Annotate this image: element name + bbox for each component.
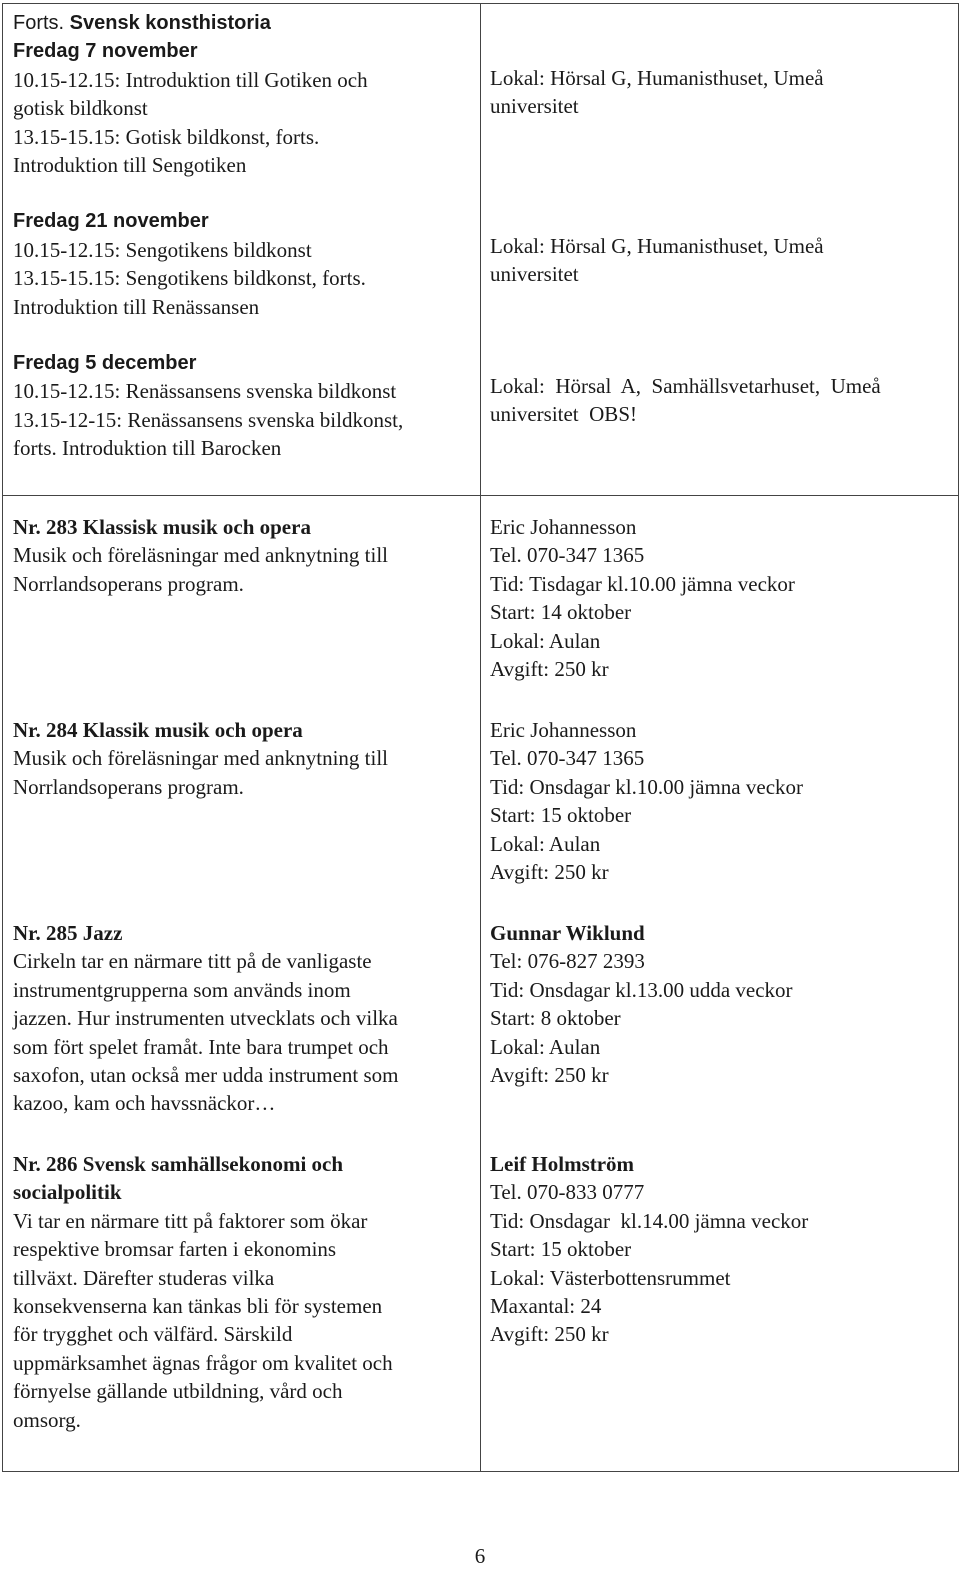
course-description-line: Cirkeln tar en närmare titt på de vanligaste: [13, 949, 372, 974]
schedule-table: [2, 3, 959, 1472]
course-description-line: som fört spelet framåt. Inte bara trumpet och: [13, 1034, 389, 1059]
date-heading: Fredag 7 november: [13, 40, 198, 63]
section-heading: Forts. Svensk konsthistoria: [13, 12, 271, 34]
course-description-line: saxofon, utan också mer udda instrument som: [13, 1063, 399, 1088]
courses-left-cell: [3, 496, 481, 1472]
location-line: universitet: [490, 262, 579, 287]
schedule-line: Introduktion till Renässansen: [13, 294, 260, 319]
schedule-line: 10.15-12.15: Sengotikens bildkonst: [13, 237, 312, 262]
course-description-line: Norrlandsoperans program.: [13, 774, 244, 799]
date-heading: Fredag 5 december: [13, 352, 197, 375]
schedule-line: Introduktion till Sengotiken: [13, 153, 247, 178]
schedule-line: forts. Introduktion till Barocken: [13, 436, 282, 461]
course-detail: Tid: Onsdagar kl.10.00 jämna veckor: [490, 774, 804, 799]
course-title: Nr. 286 Svensk samhällsekonomi och: [13, 1152, 344, 1176]
course-detail: Tel. 070-347 1365: [490, 746, 645, 771]
course-leader: Eric Johannesson: [490, 515, 637, 539]
course-description-line: respektive bromsar farten i ekonomins: [13, 1237, 337, 1262]
course-detail: Start: 15 oktober: [490, 1237, 632, 1262]
schedule-line: 13.15-15.15: Gotisk bildkonst, forts.: [13, 124, 320, 149]
page-number: 6: [474, 1544, 486, 1568]
course-description-line: förnyelse gällande utbildning, vård och: [13, 1379, 343, 1404]
course-detail: Tel. 070-833 0777: [490, 1180, 645, 1205]
course-leader: Gunnar Wiklund: [490, 921, 645, 945]
course-detail: Avgift: 250 kr: [490, 657, 609, 682]
course-detail: Tid: Tisdagar kl.10.00 jämna veckor: [490, 571, 795, 596]
course-detail: Start: 14 oktober: [490, 600, 632, 625]
course-detail: Avgift: 250 kr: [490, 1063, 609, 1088]
art-history-right-cell: [481, 4, 959, 496]
course-detail: Lokal: Västerbottensrummet: [490, 1265, 731, 1290]
courses-row: [3, 496, 959, 1472]
course-detail: Avgift: 250 kr: [490, 860, 609, 885]
course-detail: Tel: 076-827 2393: [490, 949, 645, 974]
location-line: universitet OBS!: [490, 402, 637, 427]
course-284-info: [490, 716, 952, 919]
location-line: universitet: [490, 94, 579, 119]
course-title: Nr. 285 Jazz: [13, 921, 123, 945]
course-description-line: jazzen. Hur instrumenten utvecklats och vilka: [13, 1006, 398, 1031]
course-284: [13, 716, 472, 919]
schedule-line: 10.15-12.15: Renässansens svenska bildkonst: [13, 379, 397, 404]
course-title: Nr. 283 Klassisk musik och opera: [13, 515, 311, 539]
course-description-line: omsorg.: [13, 1407, 81, 1432]
course-detail: Tel. 070-347 1365: [490, 543, 645, 568]
schedule-line: 13.15-12-15: Renässansens svenska bildkonst,: [13, 407, 404, 432]
location-line: Lokal: Hörsal G, Humanisthuset, Umeå: [490, 66, 824, 90]
location-line: Lokal: Hörsal G, Humanisthuset, Umeå: [490, 233, 824, 258]
course-283: [13, 513, 472, 716]
course-283-info: [490, 513, 952, 716]
course-detail: Start: 15 oktober: [490, 803, 632, 828]
course-286-info: [490, 1150, 952, 1349]
course-detail: Lokal: Aulan: [490, 831, 601, 856]
course-title-line2: socialpolitik: [13, 1180, 122, 1205]
date-heading: Fredag 21 november: [13, 210, 209, 233]
course-description-line: för trygghet och välfärd. Särskild: [13, 1322, 293, 1347]
course-description-line: uppmärksamhet ägnas frågor om kvalitet och: [13, 1350, 393, 1375]
course-title: Nr. 284 Klassik musik och opera: [13, 718, 303, 742]
course-leader: Eric Johannesson: [490, 718, 637, 742]
course-detail: Tid: Onsdagar kl.14.00 jämna veckor: [490, 1208, 809, 1233]
schedule-line: 10.15-12.15: Introduktion till Gotiken och: [13, 67, 368, 92]
course-detail: Lokal: Aulan: [490, 1034, 601, 1059]
schedule-line: 13.15-15.15: Sengotikens bildkonst, forts.: [13, 266, 366, 291]
course-285: [13, 919, 472, 1150]
course-description-line: Musik och föreläsningar med anknytning till: [13, 746, 389, 771]
course-detail: Start: 8 oktober: [490, 1006, 621, 1031]
course-leader: Leif Holmström: [490, 1152, 635, 1176]
course-description-line: kazoo, kam och havssnäckor…: [13, 1091, 276, 1116]
course-description-line: tillväxt. Därefter studeras vilka: [13, 1265, 275, 1290]
course-286: [13, 1150, 472, 1434]
course-description-line: Musik och föreläsningar med anknytning till: [13, 543, 389, 568]
course-description-line: instrumentgrupperna som används inom: [13, 977, 351, 1002]
schedule-line: gotisk bildkonst: [13, 96, 148, 121]
course-detail: Maxantal: 24: [490, 1294, 602, 1319]
location-line: Lokal: Hörsal A, Samhällsvetarhuset, Umeå: [490, 373, 881, 398]
course-285-info: [490, 919, 952, 1150]
course-description-line: Norrlandsoperans program.: [13, 571, 244, 596]
course-description-line: Vi tar en närmare titt på faktorer som ökar: [13, 1208, 368, 1233]
courses-right-cell: [481, 496, 959, 1472]
course-detail: Tid: Onsdagar kl.13.00 udda veckor: [490, 977, 793, 1002]
art-history-left-cell: [3, 4, 481, 496]
art-history-row: [3, 4, 959, 496]
course-detail: Lokal: Aulan: [490, 628, 601, 653]
course-detail: Avgift: 250 kr: [490, 1322, 609, 1347]
course-description-line: konsekvenserna kan tänkas bli för systemen: [13, 1294, 383, 1319]
